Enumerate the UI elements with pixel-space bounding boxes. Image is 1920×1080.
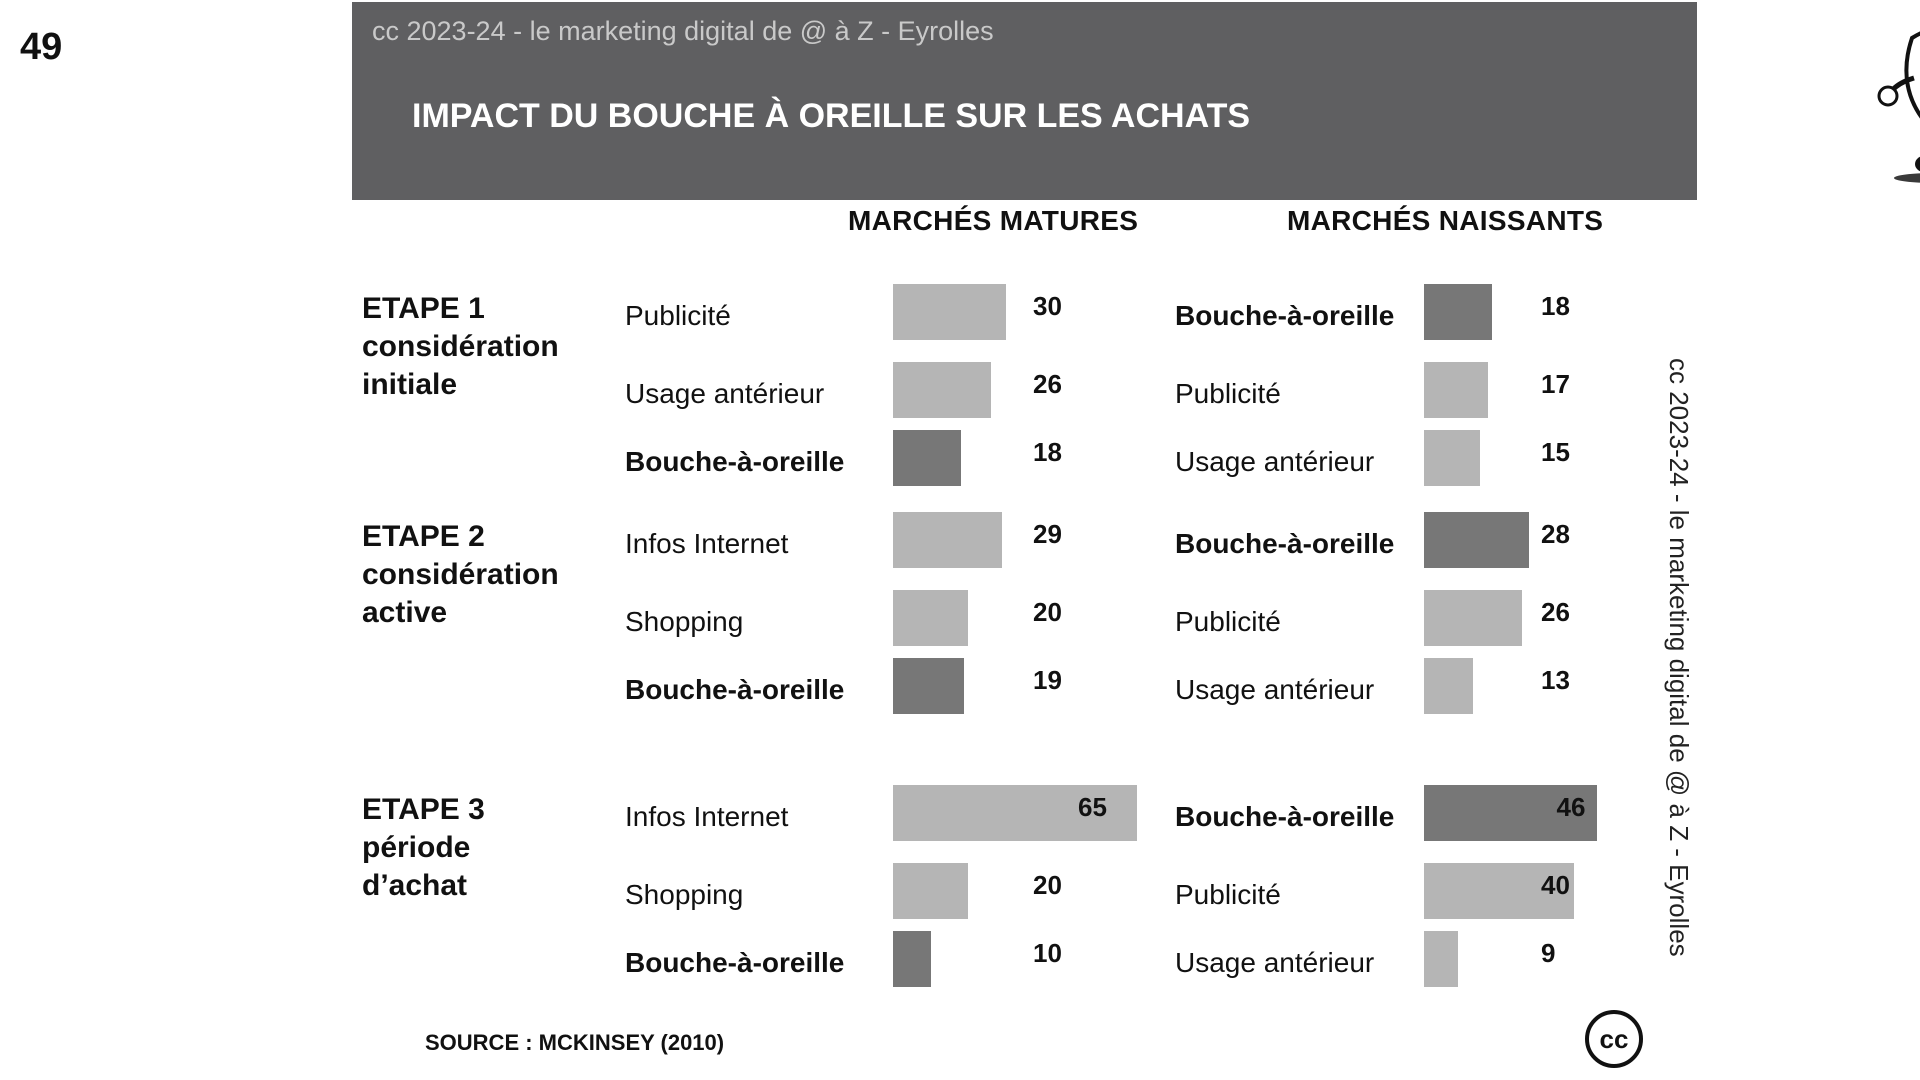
mascot-icon bbox=[1872, 18, 1920, 188]
bar bbox=[893, 362, 991, 418]
value-label: 29 bbox=[1033, 519, 1062, 549]
bar bbox=[1424, 362, 1488, 418]
page-title: IMPACT DU BOUCHE À OREILLE SUR LES ACHATS bbox=[412, 97, 1251, 135]
bar-label: Usage antérieur bbox=[1175, 446, 1375, 477]
bar-label: Shopping bbox=[625, 606, 744, 637]
bar-label: Publicité bbox=[1175, 378, 1281, 409]
bar bbox=[893, 931, 931, 987]
bar-label: Bouche-à-oreille bbox=[625, 674, 845, 705]
bar-label: Infos Internet bbox=[625, 801, 789, 832]
value-label: 30 bbox=[1033, 291, 1062, 321]
bar-label: Bouche-à-oreille bbox=[1175, 300, 1395, 331]
value-label: 19 bbox=[1033, 665, 1062, 695]
title-banner bbox=[352, 2, 1697, 200]
bar-label: Usage antérieur bbox=[625, 378, 825, 409]
bar bbox=[893, 430, 961, 486]
value-label: 10 bbox=[1033, 938, 1062, 968]
bar bbox=[893, 658, 964, 714]
stage-label: ETAPE 2 considération active bbox=[362, 520, 559, 629]
bar-label: Publicité bbox=[1175, 879, 1281, 910]
value-label: 46 bbox=[1556, 792, 1586, 822]
value-label: 20 bbox=[1033, 597, 1062, 627]
bar-label: Bouche-à-oreille bbox=[1175, 528, 1395, 559]
bar bbox=[1424, 658, 1473, 714]
panel-header-matures: MARCHÉS MATURES bbox=[848, 205, 1139, 236]
banner-credit: cc 2023-24 - le marketing digital de @ à Z - Eyrolles bbox=[372, 16, 994, 46]
value-label: 20 bbox=[1033, 870, 1062, 900]
bar-label: Publicité bbox=[625, 300, 731, 331]
bar-label: Usage antérieur bbox=[1175, 947, 1375, 978]
side-credit bbox=[1660, 358, 1700, 998]
bar bbox=[1424, 931, 1458, 987]
value-label: 17 bbox=[1541, 369, 1570, 399]
bar-label: Bouche-à-oreille bbox=[1175, 801, 1395, 832]
source-note: SOURCE : MCKINSEY (2010) bbox=[425, 1030, 725, 1055]
cc-license-icon: cc bbox=[1585, 1010, 1643, 1068]
value-label: 18 bbox=[1541, 291, 1570, 321]
value-label: 26 bbox=[1541, 597, 1570, 627]
value-label: 13 bbox=[1541, 665, 1570, 695]
bar-label: Usage antérieur bbox=[1175, 674, 1375, 705]
bar-label: Publicité bbox=[1175, 606, 1281, 637]
bar bbox=[1424, 590, 1522, 646]
bar bbox=[893, 863, 968, 919]
value-label: 65 bbox=[1078, 792, 1107, 822]
bar-label: Shopping bbox=[625, 879, 744, 910]
bar bbox=[1424, 430, 1480, 486]
value-label: 9 bbox=[1541, 938, 1556, 968]
slide-number: 49 bbox=[20, 26, 63, 68]
bar bbox=[893, 590, 968, 646]
value-label: 18 bbox=[1033, 437, 1062, 467]
bar bbox=[1424, 284, 1492, 340]
bar bbox=[1424, 512, 1529, 568]
side-credit-text: cc 2023-24 - le marketing digital de @ à Z - Eyrolles bbox=[1664, 358, 1694, 957]
bar bbox=[893, 284, 1006, 340]
bar-label: Bouche-à-oreille bbox=[625, 947, 845, 978]
bar-label: Bouche-à-oreille bbox=[625, 446, 845, 477]
value-label: 26 bbox=[1033, 369, 1062, 399]
stage-label: ETAPE 1 considération initiale bbox=[362, 292, 559, 401]
bar bbox=[893, 512, 1002, 568]
bar-label: Infos Internet bbox=[625, 528, 789, 559]
stage-label: ETAPE 3 période d’achat bbox=[362, 793, 485, 902]
value-label: 28 bbox=[1541, 519, 1570, 549]
panel-header-naissants: MARCHÉS NAISSANTS bbox=[1287, 205, 1604, 236]
value-label: 15 bbox=[1541, 437, 1570, 467]
value-label: 40 bbox=[1541, 870, 1570, 900]
